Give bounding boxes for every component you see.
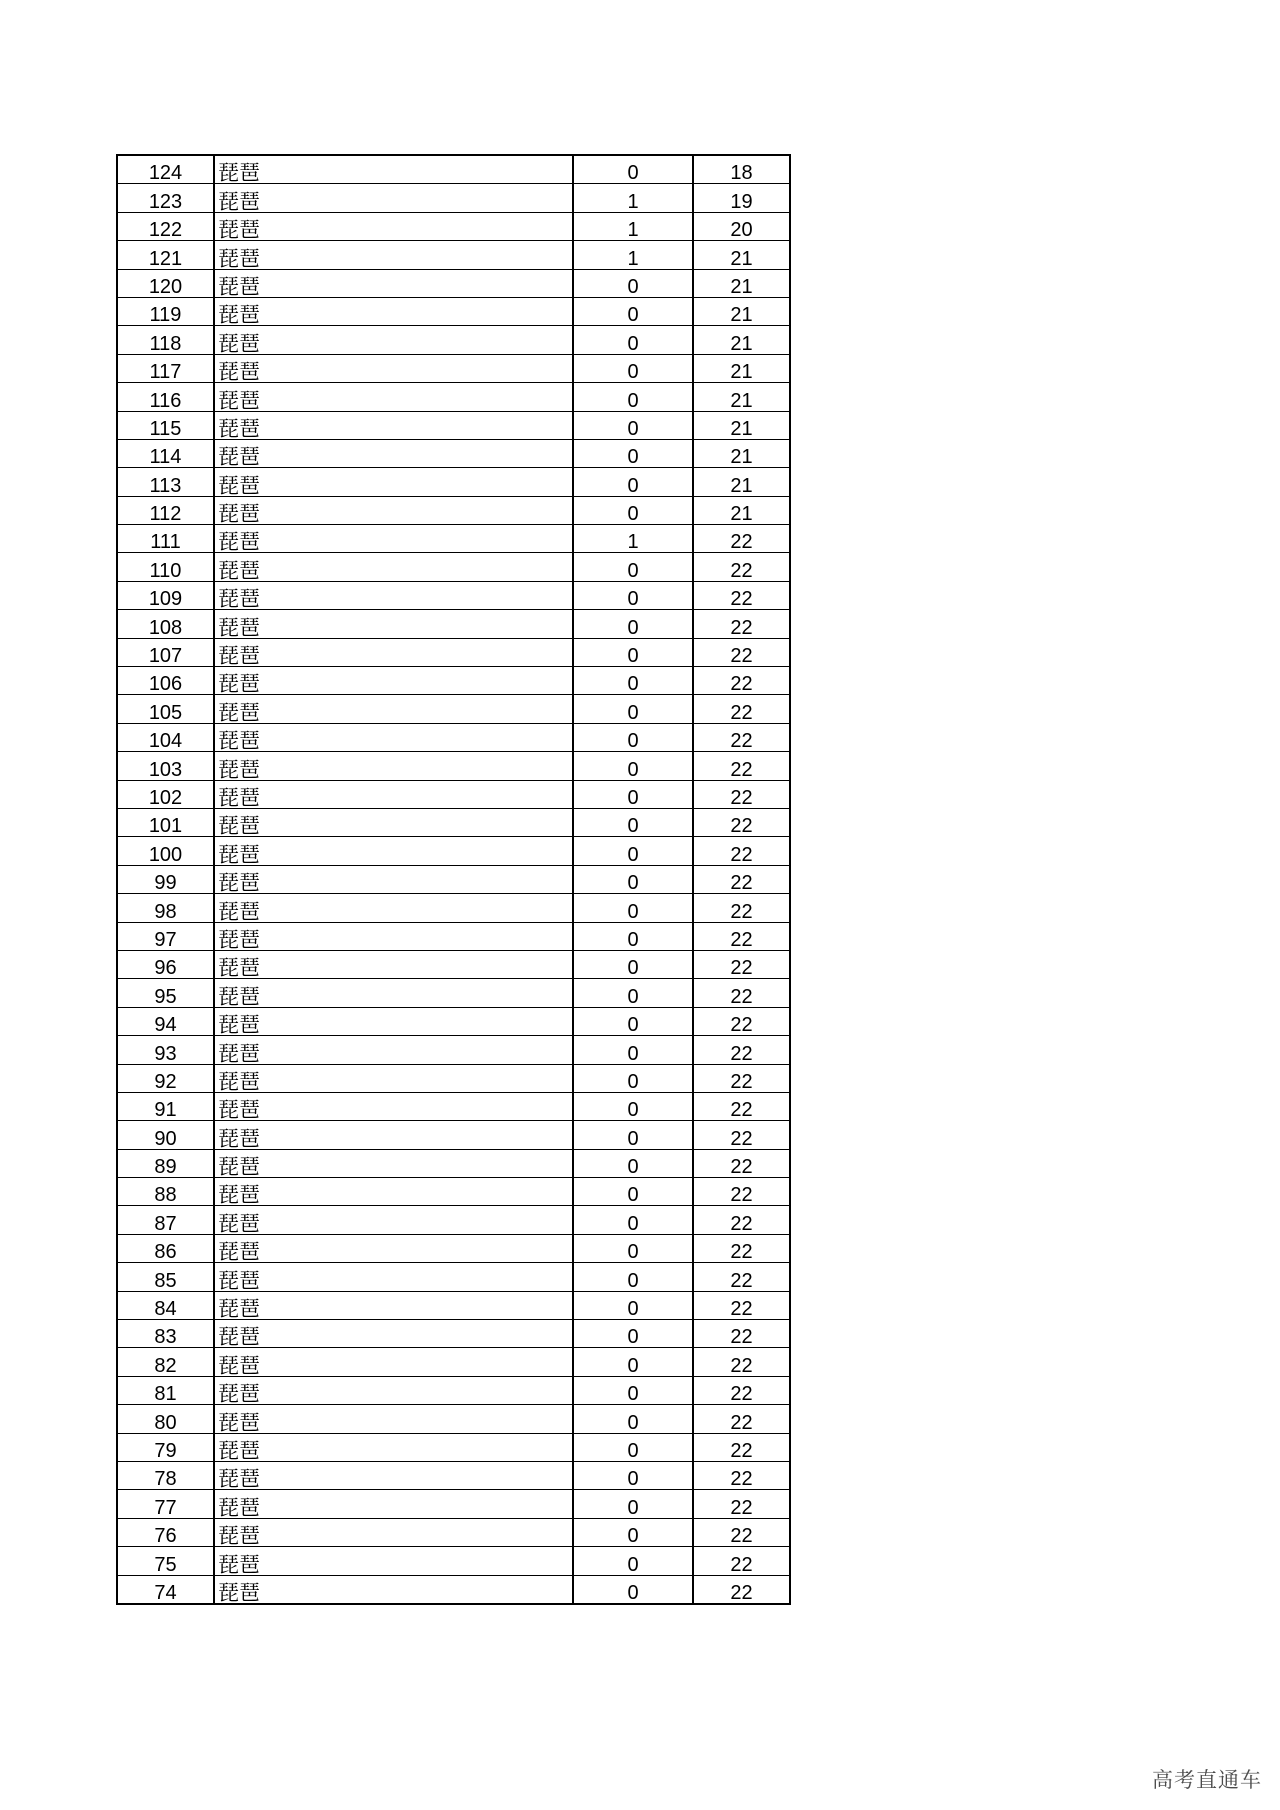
count-cell: 0 [573, 979, 693, 1007]
table-row [117, 1234, 790, 1262]
table-row [117, 354, 790, 382]
count-cell: 0 [573, 1490, 693, 1518]
table-row [117, 723, 790, 751]
count-cell: 1 [573, 241, 693, 269]
cumulative-cell: 22 [693, 1461, 790, 1489]
subject-cell: 琵琶 [214, 979, 573, 1007]
subject-cell: 琵琶 [214, 1547, 573, 1575]
table-row [117, 922, 790, 950]
subject-cell: 琵琶 [214, 496, 573, 524]
count-cell: 0 [573, 439, 693, 467]
table-row [117, 326, 790, 354]
cumulative-cell: 22 [693, 610, 790, 638]
score-cell: 97 [117, 922, 214, 950]
count-cell: 0 [573, 1064, 693, 1092]
count-cell: 0 [573, 1405, 693, 1433]
count-cell: 0 [573, 780, 693, 808]
cumulative-cell: 22 [693, 808, 790, 836]
score-cell: 91 [117, 1092, 214, 1120]
table-row [117, 1092, 790, 1120]
cumulative-cell: 22 [693, 1178, 790, 1206]
cumulative-cell: 22 [693, 837, 790, 865]
score-cell: 122 [117, 212, 214, 240]
count-cell: 0 [573, 1178, 693, 1206]
cumulative-cell: 22 [693, 553, 790, 581]
score-cell: 95 [117, 979, 214, 1007]
cumulative-cell: 22 [693, 950, 790, 978]
table-row [117, 950, 790, 978]
cumulative-cell: 22 [693, 1348, 790, 1376]
subject-cell: 琵琶 [214, 950, 573, 978]
cumulative-cell: 22 [693, 1547, 790, 1575]
cumulative-cell: 21 [693, 241, 790, 269]
watermark-text: 高考直通车 [1152, 1768, 1262, 1792]
subject-cell: 琵琶 [214, 922, 573, 950]
cumulative-cell: 22 [693, 1433, 790, 1461]
count-cell: 0 [573, 1518, 693, 1546]
cumulative-cell: 22 [693, 695, 790, 723]
cumulative-cell: 22 [693, 1092, 790, 1120]
score-cell: 114 [117, 439, 214, 467]
cumulative-cell: 22 [693, 922, 790, 950]
score-cell: 84 [117, 1291, 214, 1319]
count-cell: 1 [573, 212, 693, 240]
table-row [117, 184, 790, 212]
table-row [117, 865, 790, 893]
score-cell: 121 [117, 241, 214, 269]
count-cell: 0 [573, 667, 693, 695]
score-cell: 103 [117, 752, 214, 780]
table-row [117, 610, 790, 638]
table-row [117, 1461, 790, 1489]
table-row [117, 1405, 790, 1433]
subject-cell: 琵琶 [214, 1263, 573, 1291]
count-cell: 0 [573, 553, 693, 581]
table-row [117, 411, 790, 439]
subject-cell: 琵琶 [214, 468, 573, 496]
score-cell: 99 [117, 865, 214, 893]
count-cell: 0 [573, 1036, 693, 1064]
subject-cell: 琵琶 [214, 667, 573, 695]
score-cell: 78 [117, 1461, 214, 1489]
table-row [117, 894, 790, 922]
subject-cell: 琵琶 [214, 1149, 573, 1177]
table-row [117, 553, 790, 581]
subject-cell: 琵琶 [214, 411, 573, 439]
cumulative-cell: 21 [693, 354, 790, 382]
count-cell: 0 [573, 326, 693, 354]
count-cell: 0 [573, 837, 693, 865]
count-cell: 0 [573, 808, 693, 836]
cumulative-cell: 22 [693, 638, 790, 666]
score-cell: 101 [117, 808, 214, 836]
count-cell: 0 [573, 1547, 693, 1575]
subject-cell: 琵琶 [214, 553, 573, 581]
score-cell: 80 [117, 1405, 214, 1433]
table-row [117, 1178, 790, 1206]
score-cell: 90 [117, 1121, 214, 1149]
score-cell: 109 [117, 581, 214, 609]
subject-cell: 琵琶 [214, 865, 573, 893]
cumulative-cell: 22 [693, 1518, 790, 1546]
subject-cell: 琵琶 [214, 581, 573, 609]
subject-cell: 琵琶 [214, 1433, 573, 1461]
cumulative-cell: 18 [693, 155, 790, 184]
score-cell: 88 [117, 1178, 214, 1206]
score-cell: 89 [117, 1149, 214, 1177]
table-row [117, 1149, 790, 1177]
subject-cell: 琵琶 [214, 1036, 573, 1064]
subject-cell: 琵琶 [214, 1348, 573, 1376]
count-cell: 0 [573, 155, 693, 184]
table-row [117, 695, 790, 723]
subject-cell: 琵琶 [214, 894, 573, 922]
score-cell: 81 [117, 1376, 214, 1404]
subject-cell: 琵琶 [214, 780, 573, 808]
score-cell: 79 [117, 1433, 214, 1461]
score-cell: 87 [117, 1206, 214, 1234]
subject-cell: 琵琶 [214, 1405, 573, 1433]
cumulative-cell: 22 [693, 1234, 790, 1262]
table-row [117, 808, 790, 836]
subject-cell: 琵琶 [214, 184, 573, 212]
count-cell: 0 [573, 383, 693, 411]
count-cell: 0 [573, 1291, 693, 1319]
cumulative-cell: 22 [693, 1405, 790, 1433]
cumulative-cell: 22 [693, 1149, 790, 1177]
cumulative-cell: 22 [693, 979, 790, 1007]
subject-cell: 琵琶 [214, 610, 573, 638]
table-row [117, 439, 790, 467]
count-cell: 0 [573, 894, 693, 922]
subject-cell: 琵琶 [214, 1320, 573, 1348]
cumulative-cell: 22 [693, 1121, 790, 1149]
score-distribution-table [116, 154, 791, 1605]
subject-cell: 琵琶 [214, 752, 573, 780]
cumulative-cell: 22 [693, 1036, 790, 1064]
score-cell: 119 [117, 297, 214, 325]
count-cell: 0 [573, 1461, 693, 1489]
table-row [117, 525, 790, 553]
score-cell: 123 [117, 184, 214, 212]
cumulative-cell: 22 [693, 1320, 790, 1348]
cumulative-cell: 21 [693, 496, 790, 524]
cumulative-cell: 22 [693, 1263, 790, 1291]
cumulative-cell: 22 [693, 667, 790, 695]
cumulative-cell: 22 [693, 780, 790, 808]
subject-cell: 琵琶 [214, 1092, 573, 1120]
table-row [117, 1263, 790, 1291]
count-cell: 0 [573, 723, 693, 751]
table-row [117, 1320, 790, 1348]
subject-cell: 琵琶 [214, 241, 573, 269]
subject-cell: 琵琶 [214, 439, 573, 467]
cumulative-cell: 22 [693, 1064, 790, 1092]
table-row [117, 667, 790, 695]
count-cell: 0 [573, 411, 693, 439]
table-row [117, 1348, 790, 1376]
table-row [117, 638, 790, 666]
count-cell: 0 [573, 1149, 693, 1177]
score-cell: 75 [117, 1547, 214, 1575]
subject-cell: 琵琶 [214, 723, 573, 751]
count-cell: 0 [573, 468, 693, 496]
table-row [117, 752, 790, 780]
count-cell: 0 [573, 1007, 693, 1035]
table-row [117, 581, 790, 609]
count-cell: 0 [573, 752, 693, 780]
table-row [117, 1206, 790, 1234]
score-cell: 105 [117, 695, 214, 723]
count-cell: 0 [573, 1575, 693, 1604]
count-cell: 0 [573, 1348, 693, 1376]
score-cell: 111 [117, 525, 214, 553]
count-cell: 0 [573, 865, 693, 893]
subject-cell: 琵琶 [214, 1461, 573, 1489]
subject-cell: 琵琶 [214, 695, 573, 723]
subject-cell: 琵琶 [214, 269, 573, 297]
cumulative-cell: 21 [693, 269, 790, 297]
cumulative-cell: 22 [693, 752, 790, 780]
table-row [117, 837, 790, 865]
subject-cell: 琵琶 [214, 354, 573, 382]
subject-cell: 琵琶 [214, 1007, 573, 1035]
cumulative-cell: 21 [693, 326, 790, 354]
score-cell: 100 [117, 837, 214, 865]
subject-cell: 琵琶 [214, 525, 573, 553]
table-row [117, 1547, 790, 1575]
score-cell: 106 [117, 667, 214, 695]
table-row [117, 780, 790, 808]
subject-cell: 琵琶 [214, 1490, 573, 1518]
table-row [117, 1121, 790, 1149]
count-cell: 0 [573, 269, 693, 297]
table-row [117, 1376, 790, 1404]
count-cell: 1 [573, 525, 693, 553]
score-cell: 107 [117, 638, 214, 666]
score-cell: 94 [117, 1007, 214, 1035]
subject-cell: 琵琶 [214, 837, 573, 865]
count-cell: 0 [573, 496, 693, 524]
subject-cell: 琵琶 [214, 808, 573, 836]
cumulative-cell: 21 [693, 439, 790, 467]
score-cell: 115 [117, 411, 214, 439]
score-cell: 102 [117, 780, 214, 808]
table-row [117, 383, 790, 411]
table-row [117, 496, 790, 524]
cumulative-cell: 19 [693, 184, 790, 212]
count-cell: 0 [573, 354, 693, 382]
subject-cell: 琵琶 [214, 638, 573, 666]
count-cell: 0 [573, 1234, 693, 1262]
subject-cell: 琵琶 [214, 1291, 573, 1319]
score-cell: 96 [117, 950, 214, 978]
score-cell: 104 [117, 723, 214, 751]
count-cell: 0 [573, 1376, 693, 1404]
subject-cell: 琵琶 [214, 1376, 573, 1404]
subject-cell: 琵琶 [214, 1234, 573, 1262]
table-row [117, 979, 790, 1007]
table-row [117, 241, 790, 269]
subject-cell: 琵琶 [214, 383, 573, 411]
cumulative-cell: 22 [693, 1575, 790, 1604]
table-row [117, 1575, 790, 1604]
score-cell: 77 [117, 1490, 214, 1518]
table-row [117, 468, 790, 496]
count-cell: 0 [573, 922, 693, 950]
cumulative-cell: 22 [693, 865, 790, 893]
count-cell: 0 [573, 950, 693, 978]
score-cell: 98 [117, 894, 214, 922]
subject-cell: 琵琶 [214, 1206, 573, 1234]
subject-cell: 琵琶 [214, 326, 573, 354]
count-cell: 0 [573, 1092, 693, 1120]
score-cell: 83 [117, 1320, 214, 1348]
subject-cell: 琵琶 [214, 1064, 573, 1092]
cumulative-cell: 22 [693, 1007, 790, 1035]
cumulative-cell: 22 [693, 525, 790, 553]
score-table-body [117, 155, 790, 1604]
score-cell: 117 [117, 354, 214, 382]
table-row [117, 269, 790, 297]
score-cell: 92 [117, 1064, 214, 1092]
subject-cell: 琵琶 [214, 1178, 573, 1206]
score-cell: 124 [117, 155, 214, 184]
count-cell: 0 [573, 1263, 693, 1291]
cumulative-cell: 21 [693, 411, 790, 439]
count-cell: 0 [573, 1206, 693, 1234]
score-cell: 85 [117, 1263, 214, 1291]
cumulative-cell: 22 [693, 894, 790, 922]
count-cell: 0 [573, 1320, 693, 1348]
score-cell: 108 [117, 610, 214, 638]
subject-cell: 琵琶 [214, 212, 573, 240]
score-cell: 86 [117, 1234, 214, 1262]
table-row [117, 1036, 790, 1064]
table-row [117, 212, 790, 240]
count-cell: 0 [573, 1433, 693, 1461]
count-cell: 1 [573, 184, 693, 212]
cumulative-cell: 21 [693, 383, 790, 411]
subject-cell: 琵琶 [214, 1121, 573, 1149]
score-cell: 118 [117, 326, 214, 354]
score-cell: 110 [117, 553, 214, 581]
count-cell: 0 [573, 1121, 693, 1149]
score-cell: 120 [117, 269, 214, 297]
table-row [117, 1007, 790, 1035]
cumulative-cell: 22 [693, 723, 790, 751]
table-row [117, 1291, 790, 1319]
table-row [117, 155, 790, 184]
cumulative-cell: 21 [693, 297, 790, 325]
score-cell: 113 [117, 468, 214, 496]
cumulative-cell: 22 [693, 1206, 790, 1234]
score-cell: 93 [117, 1036, 214, 1064]
cumulative-cell: 22 [693, 581, 790, 609]
score-cell: 76 [117, 1518, 214, 1546]
cumulative-cell: 22 [693, 1291, 790, 1319]
score-cell: 74 [117, 1575, 214, 1604]
count-cell: 0 [573, 610, 693, 638]
cumulative-cell: 20 [693, 212, 790, 240]
count-cell: 0 [573, 297, 693, 325]
cumulative-cell: 22 [693, 1376, 790, 1404]
subject-cell: 琵琶 [214, 155, 573, 184]
table-row [117, 1433, 790, 1461]
table-row [117, 1490, 790, 1518]
subject-cell: 琵琶 [214, 1518, 573, 1546]
count-cell: 0 [573, 638, 693, 666]
cumulative-cell: 22 [693, 1490, 790, 1518]
subject-cell: 琵琶 [214, 297, 573, 325]
cumulative-cell: 21 [693, 468, 790, 496]
score-cell: 112 [117, 496, 214, 524]
table-row [117, 1518, 790, 1546]
subject-cell: 琵琶 [214, 1575, 573, 1604]
table-row [117, 1064, 790, 1092]
count-cell: 0 [573, 695, 693, 723]
count-cell: 0 [573, 581, 693, 609]
score-cell: 82 [117, 1348, 214, 1376]
table-row [117, 297, 790, 325]
score-cell: 116 [117, 383, 214, 411]
